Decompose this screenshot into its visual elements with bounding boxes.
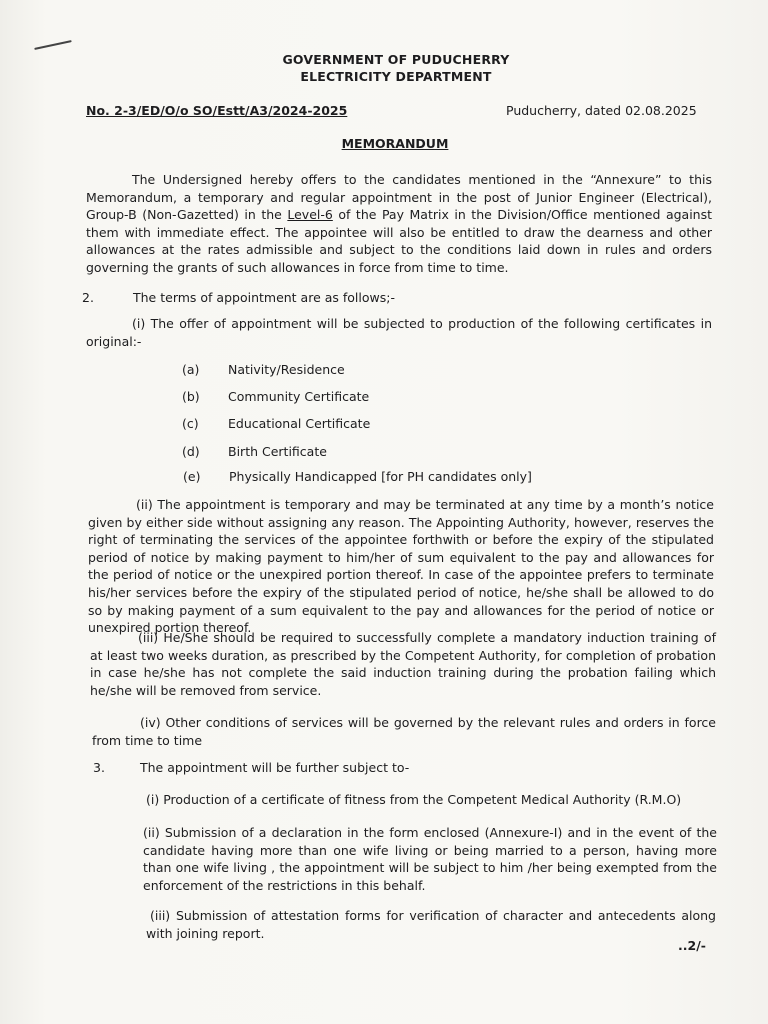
header-department: ELECTRICITY DEPARTMENT: [300, 69, 492, 84]
intro-paragraph: [86, 171, 712, 277]
certificate-text: Community Certificate: [228, 389, 370, 404]
certificate-text: Physically Handicapped [for PH candidates only]: [229, 469, 532, 484]
term-iii: (iii) He/She should be required to successfully complete a mandatory induction training of at least two weeks duration, as prescribed by the Competent Authority, for completion of probation in case he/she has not complete the said induction training during the probation failing which he/she will be removed from service.: [90, 630, 716, 698]
intro-text-2: of the Pay Matrix in the Division/Office mentioned against them with immediate effect. The appointee will also be entitled to draw the dearness and other allowances at the rates admissible and subject to the conditions laid down in rules and orders governing the grants of such allowances in force from time to time.: [86, 207, 713, 275]
section-3-number: 3.: [93, 760, 105, 775]
certificate-letter: (b): [182, 389, 200, 404]
pen-stroke-mark: [34, 40, 72, 50]
place-date: Puducherry, dated 02.08.2025: [506, 103, 697, 118]
page-continuation-marker: ..2/-: [678, 938, 706, 953]
term-iv: (iv) Other conditions of services will be governed by the relevant rules and orders in force from time to time: [92, 715, 716, 748]
pay-level: Level-6: [287, 207, 333, 223]
certificate-text: Nativity/Residence: [228, 362, 345, 377]
intro-text-1: The Undersigned hereby offers to the candidates mentioned in the “Annexure” to this Memorandum, a temporary and regular appointment in the post of Junior Engineer (Electrical), Group-B (Non-Gazetted) in the: [86, 172, 712, 223]
condition-iii: (iii) Submission of attestation forms for verification of character and antecedents along with joining report.: [146, 908, 716, 941]
certificate-text: Birth Certificate: [228, 444, 327, 459]
condition-i: (i) Production of a certificate of fitness from the Competent Medical Authority (R.M.O): [146, 792, 682, 807]
certificate-letter: (d): [182, 444, 200, 459]
certificate-letter: (e): [183, 469, 201, 484]
condition-ii: (ii) Submission of a declaration in the form enclosed (Annexure-I) and in the event of the candidate having more than one wife living or being married to a person, having more than one wife living , the appointment will be subject to him /her being exempted from the enforcement of the restrictions in this behalf.: [143, 825, 717, 893]
certificate-letter: (a): [182, 362, 200, 377]
certificate-text: Educational Certificate: [228, 416, 371, 431]
term-i: (i) The offer of appointment will be subjected to production of the following certificates in original:-: [86, 316, 712, 349]
header-government: GOVERNMENT OF PUDUCHERRY: [282, 52, 510, 67]
term-ii: (ii) The appointment is temporary and may be terminated at any time by a month’s notice given by either side without assigning any reason. The Appointing Authority, however, reserves the right of terminating the services of the appointee forthwith or before the expiry of the stipulated period of notice by making payment to him/her of sum equivalent to the pay and allowances for the period of notice or the unexpired portion thereof. In case of the appointee prefers to terminate his/her services before the expiry of the stipulated period of notice, he/she shall be allowed to do so by making payment of a sum equivalent to the pay and allowances for the period of notice or unexpired portion thereof.: [88, 497, 714, 636]
section-2-heading: The terms of appointment are as follows;-: [133, 290, 395, 305]
section-3-heading: The appointment will be further subject to-: [140, 760, 410, 775]
certificate-letter: (c): [182, 416, 199, 431]
document-title: MEMORANDUM: [341, 136, 449, 151]
section-2-number: 2.: [82, 290, 94, 305]
reference-number: No. 2-3/ED/O/o SO/Estt/A3/2024-2025: [86, 103, 348, 118]
